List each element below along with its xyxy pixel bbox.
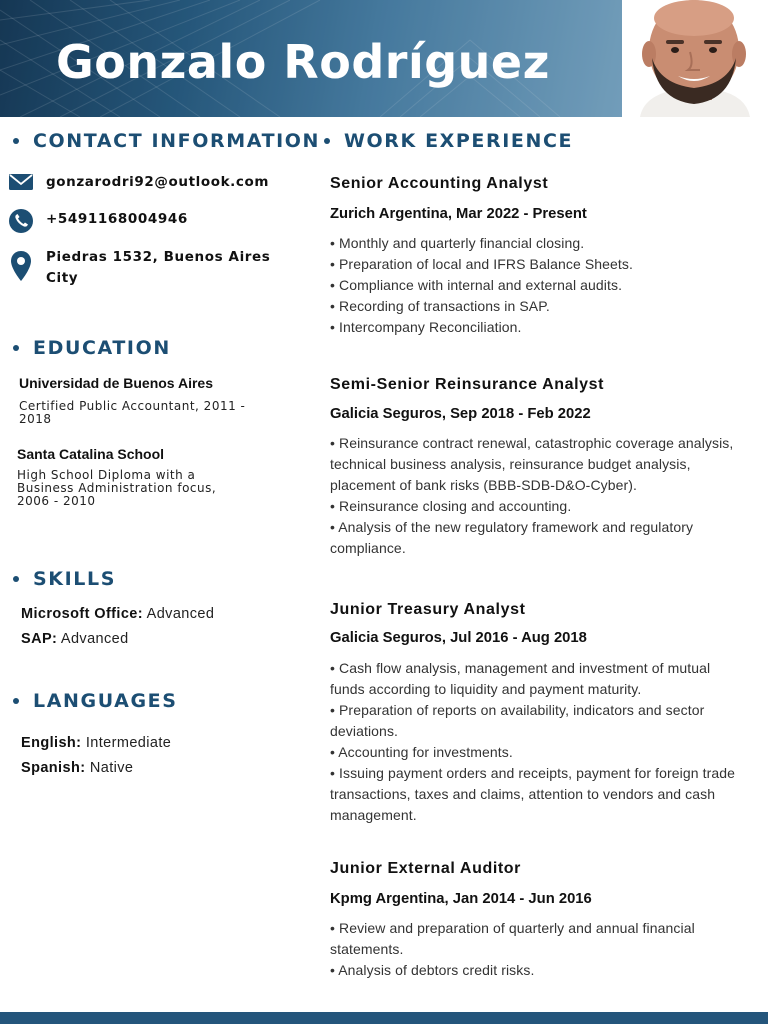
- job-bullet: • Issuing payment orders and receipts, payment for foreign trade transactions, taxes and claims, attention to vendors and cash management.: [330, 765, 736, 823]
- skill-value: Advanced: [60, 631, 129, 647]
- job-bullet: • Preparation of reports on availability, indicators and sector deviations.: [330, 702, 705, 739]
- job-bullet: • Monthly and quarterly financial closing.: [330, 235, 585, 251]
- education-school: Universidad de Buenos Aires: [19, 375, 213, 391]
- job-bullets: [330, 433, 744, 559]
- job-bullet: • Preparation of local and IFRS Balance Sheets.: [330, 256, 633, 272]
- job-title: Junior Treasury Analyst: [330, 601, 526, 618]
- job-bullet: • Accounting for investments.: [330, 744, 513, 760]
- job-bullet: • Compliance with internal and external audits.: [330, 277, 623, 293]
- skill-item: [21, 606, 214, 622]
- education-detail: Certified Public Accountant, 2011 - 2018: [19, 399, 246, 426]
- candidate-name: Gonzalo Rodríguez: [56, 35, 550, 89]
- phone-text: +5491168004946: [46, 211, 188, 227]
- address-text: Piedras 1532, Buenos Aires City: [46, 249, 271, 286]
- language-item: [21, 760, 133, 776]
- location-pin-icon: [8, 250, 34, 282]
- bullet-dot: [13, 698, 19, 704]
- job-company: Galicia Seguros, Sep 2018 - Feb 2022: [330, 406, 591, 422]
- section-heading-education: [13, 337, 171, 359]
- section-heading-skills: [13, 568, 116, 590]
- email-text: gonzarodri92@outlook.com: [46, 174, 270, 190]
- job-company: Kpmg Argentina, Jan 2014 - Jun 2016: [330, 891, 592, 907]
- job-bullets: [330, 658, 744, 826]
- job-bullet: • Analysis of the new regulatory framework and regulatory compliance.: [330, 519, 694, 556]
- bullet-dot: [13, 138, 19, 144]
- language-item: [21, 735, 171, 751]
- job-bullet: • Analysis of debtors credit risks.: [330, 962, 535, 978]
- bullet-dot: [13, 345, 19, 351]
- job-bullet: • Reinsurance closing and accounting.: [330, 498, 572, 514]
- bullet-dot: [324, 138, 330, 144]
- education-heading: EDUCATION: [33, 337, 171, 359]
- language-value: Native: [89, 760, 134, 776]
- job-bullets: [330, 918, 744, 981]
- skill-label: SAP:: [21, 631, 58, 647]
- section-heading-languages: [13, 690, 178, 712]
- footer-bar: [0, 1012, 768, 1024]
- job-title: Senior Accounting Analyst: [330, 175, 549, 192]
- job-company: Galicia Seguros, Jul 2016 - Aug 2018: [330, 630, 587, 646]
- education-school: Santa Catalina School: [17, 446, 165, 462]
- section-heading-work: [324, 130, 573, 152]
- language-label: Spanish:: [21, 760, 86, 776]
- contact-phone: [8, 208, 188, 234]
- contact-email: [8, 172, 270, 192]
- job-bullet: • Intercompany Reconciliation.: [330, 319, 522, 335]
- skill-item: [21, 631, 129, 647]
- education-detail: High School Diploma with a Business Administration focus, 2006 - 2010: [17, 468, 217, 508]
- job-bullet: • Reinsurance contract renewal, catastrophic coverage analysis, technical business analysis, reinsurance budget analysis, placement of bank risks (BBB-SDB-D&O-Cyber).: [330, 435, 734, 493]
- phone-icon: [8, 208, 34, 234]
- profile-photo: [622, 0, 768, 117]
- job-title: Junior External Auditor: [330, 860, 522, 877]
- contact-heading: CONTACT INFORMATION: [33, 130, 321, 152]
- section-heading-contact: [13, 130, 320, 152]
- job-title: Semi-Senior Reinsurance Analyst: [330, 376, 605, 393]
- languages-heading: LANGUAGES: [33, 690, 178, 712]
- skill-value: Advanced: [146, 606, 215, 622]
- language-value: Intermediate: [85, 735, 172, 751]
- job-bullets: [330, 233, 744, 338]
- skills-heading: SKILLS: [33, 568, 116, 590]
- header-banner: [0, 0, 622, 117]
- skill-label: Microsoft Office:: [21, 606, 143, 622]
- bullet-dot: [13, 576, 19, 582]
- job-company: Zurich Argentina, Mar 2022 - Present: [330, 206, 587, 222]
- envelope-icon: [8, 172, 34, 192]
- job-bullet: • Recording of transactions in SAP.: [330, 298, 550, 314]
- language-label: English:: [21, 735, 82, 751]
- work-heading: WORK EXPERIENCE: [344, 130, 574, 152]
- job-bullet: • Cash flow analysis, management and investment of mutual funds according to liquidity and payment maturity.: [330, 660, 711, 697]
- contact-address: [8, 249, 271, 286]
- job-bullet: • Review and preparation of quarterly and annual financial statements.: [330, 920, 695, 957]
